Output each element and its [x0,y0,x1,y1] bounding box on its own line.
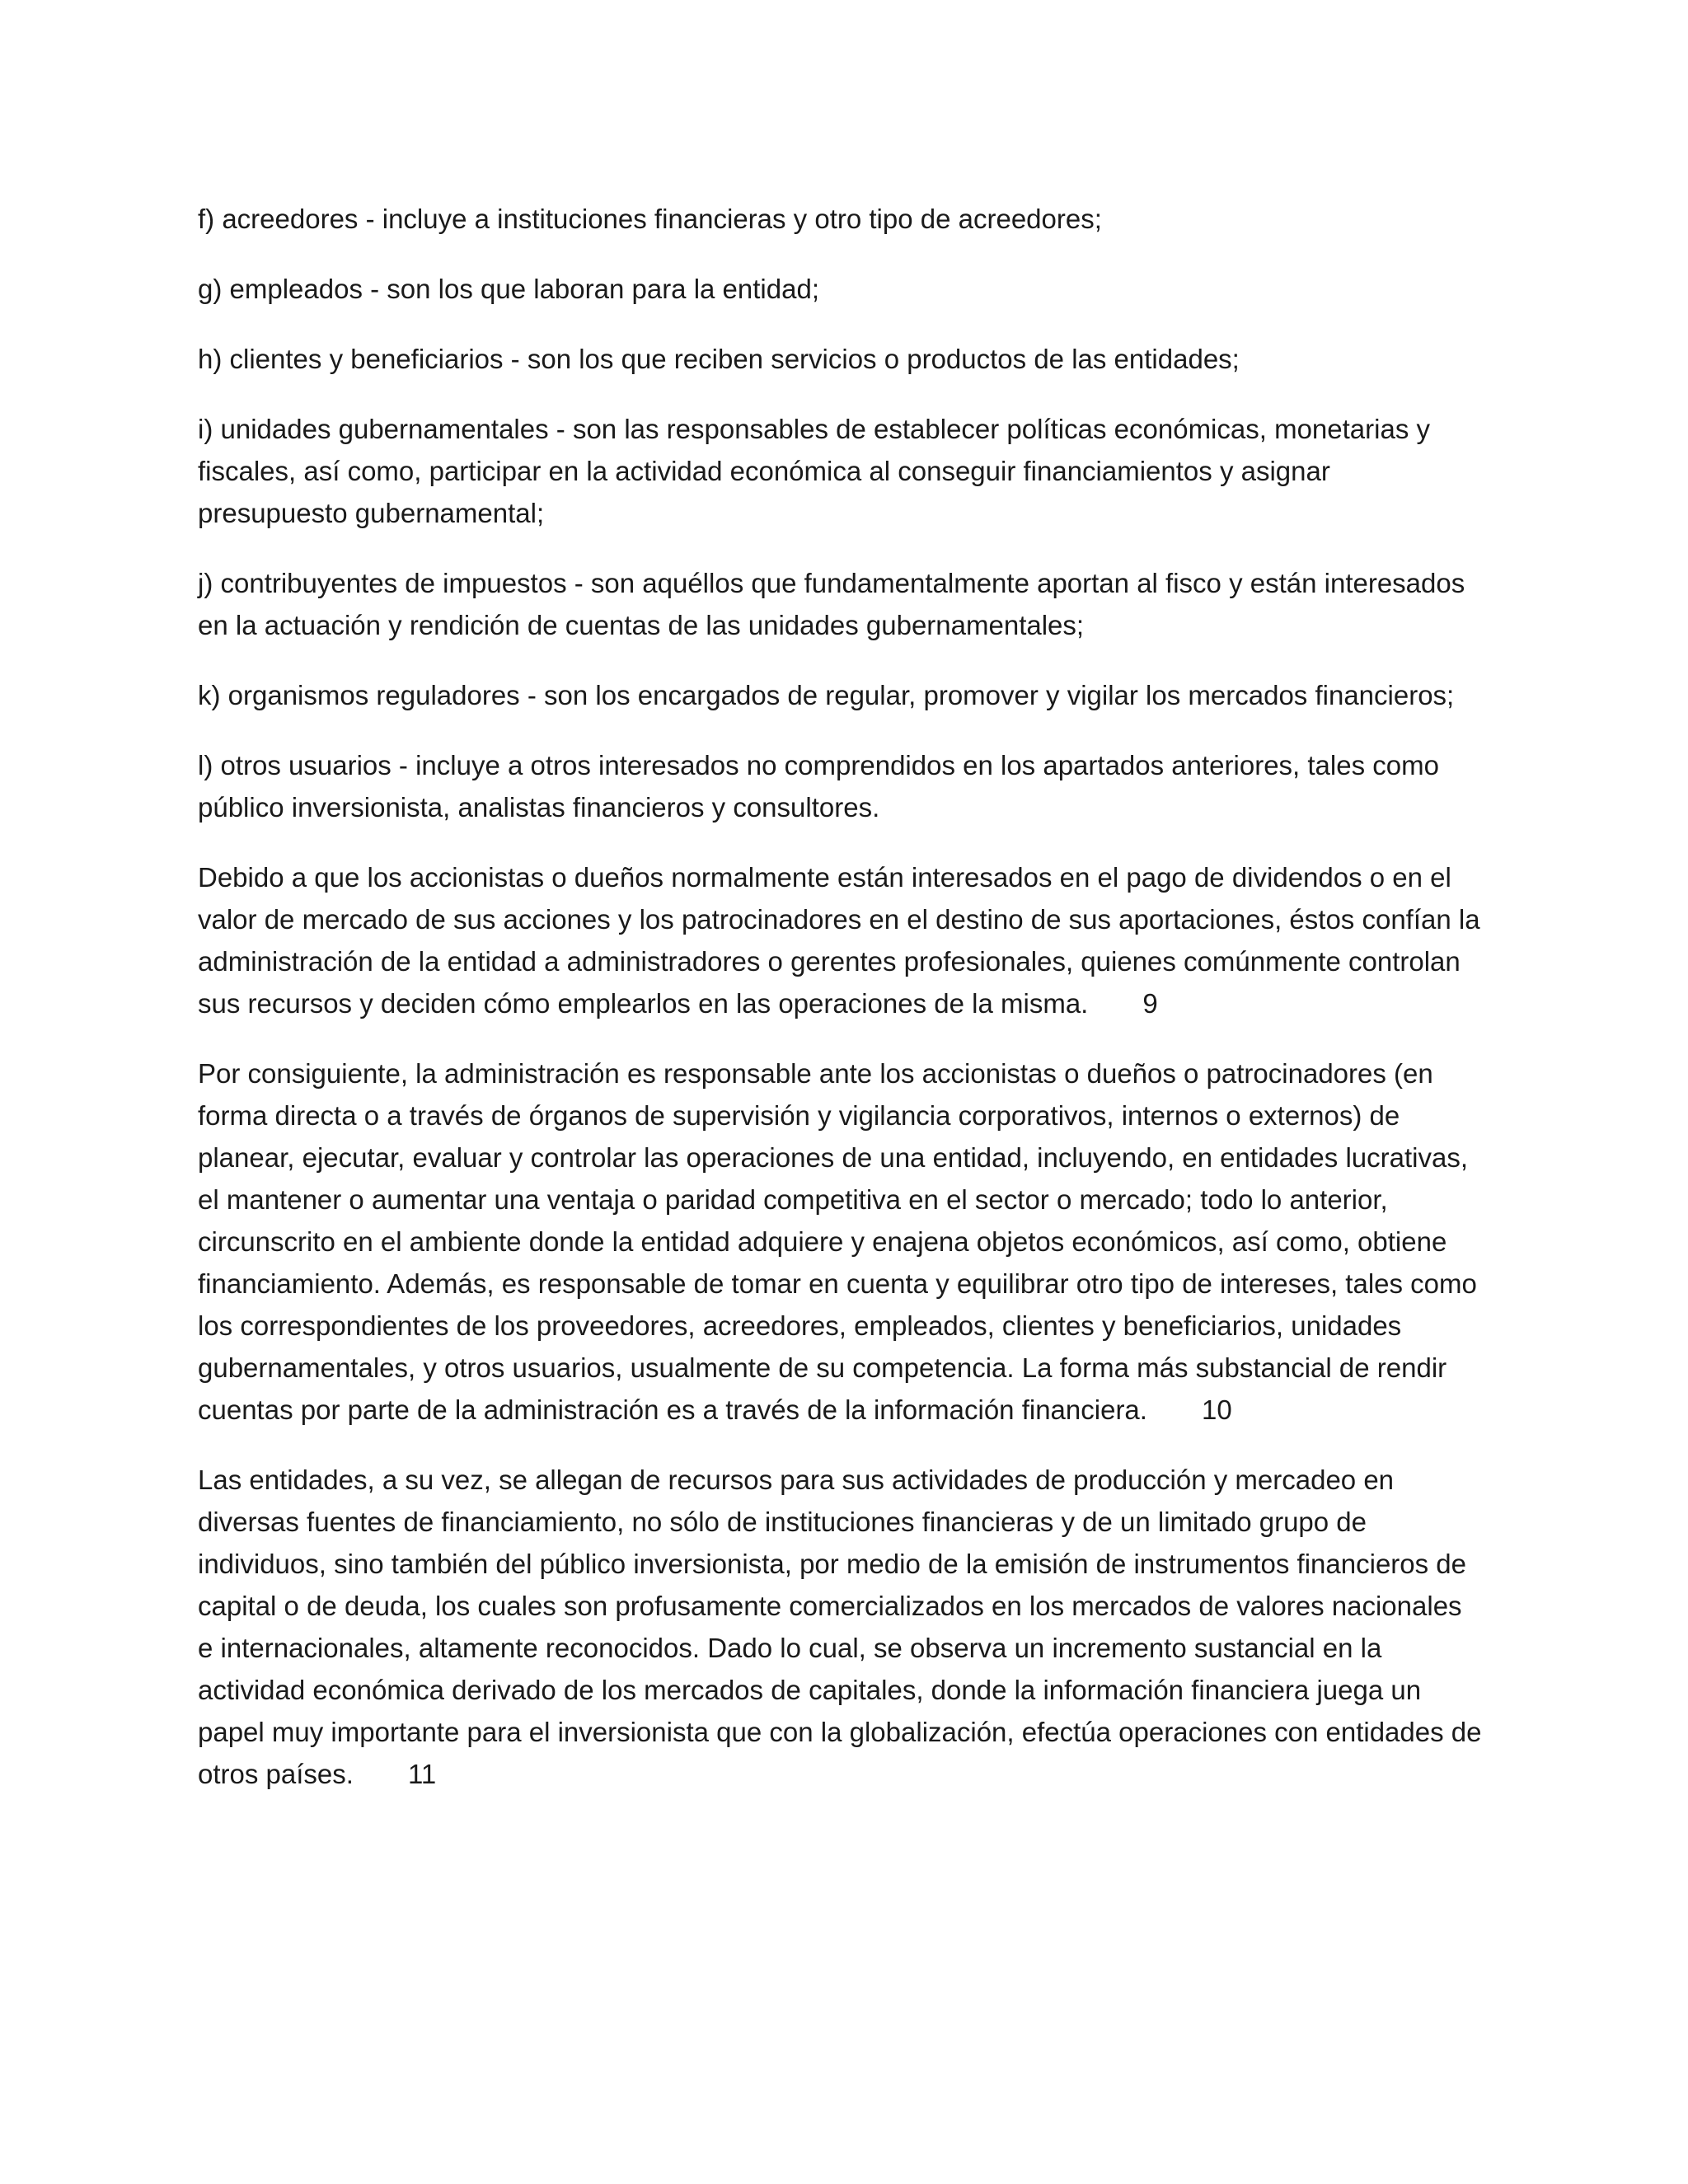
paragraph-text: Por consiguiente, la administración es responsable ante los accionistas o dueños o patrocinadores (en forma directa o a través de órganos de supervisión y vigilancia corporativos, internos o externos) de planear, ejecutar, evaluar y controlar las operaciones de una entidad, incluyendo, en entidades lucrativas, el mantener o aumentar una ventaja o paridad competitiva en el sector o mercado; todo lo anterior, circunscrito en el ambiente donde la entidad adquiere y enajena objetos económicos, así como, obtiene financiamiento. Además, es responsable de tomar en cuenta y equilibrar otro tipo de intereses, tales como los correspondientes de los proveedores, acreedores, empleados, clientes y beneficiarios, unidades gubernamentales, y otros usuarios, usualmente de su competencia. La forma más substancial de rendir cuentas por parte de la administración es a través de la información financiera. [198,1058,1477,1425]
list-item-i: i) unidades gubernamentales - son las responsables de establecer políticas económicas, monetarias y fiscales, así como, participar en la actividad económica al conseguir financiamientos y asignar presupuesto gubernamental; [198,414,1430,528]
list-item-j: j) contribuyentes de impuestos - son aquéllos que fundamentalmente aportan al fisco y están interesados en la actuación y rendición de cuentas de las unidades gubernamentales; [198,568,1465,640]
paragraph-number: 11 [407,1759,437,1789]
list-item-f: f) acreedores - incluye a instituciones financieras y otro tipo de acreedores; [198,204,1102,234]
list-item-l: l) otros usuarios - incluye a otros interesados no comprendidos en los apartados anteriores, tales como público inversionista, analistas financieros y consultores. [198,750,1439,823]
list-item-g: g) empleados - son los que laboran para la entidad; [198,274,819,304]
paragraph-9 [198,856,1484,1024]
paragraph-number: 9 [1142,988,1158,1019]
list-item-h: h) clientes y beneficiarios - son los que reciben servicios o productos de las entidades; [198,344,1240,374]
list-item-k: k) organismos reguladores - son los encargados de regular, promover y vigilar los mercados financieros; [198,680,1455,710]
document-body [198,198,1484,1823]
paragraph-10 [198,1052,1484,1431]
paragraph-number: 10 [1201,1394,1232,1425]
paragraph-11 [198,1459,1484,1795]
paragraph-text: Debido a que los accionistas o dueños normalmente están interesados en el pago de dividendos o en el valor de mercado de sus acciones y los patrocinadores en el destino de sus aportaciones, éstos confían la administración de la entidad a administradores o gerentes profesionales, quienes comúnmente controlan sus recursos y deciden cómo emplearlos en las operaciones de la misma. [198,862,1480,1019]
paragraph-text: Las entidades, a su vez, se allegan de recursos para sus actividades de producción y mercadeo en diversas fuentes de financiamiento, no sólo de instituciones financieras y de un limitado grupo de individuos, sino también del público inversionista, por medio de la emisión de instrumentos financieros de capital o de deuda, los cuales son profusamente comercializados en los mercados de valores nacionales e internacionales, altamente reconocidos. Dado lo cual, se observa un incremento sustancial en la actividad económica derivado de los mercados de capitales, donde la información financiera juega un papel muy importante para el inversionista que con la globalización, efectúa operaciones con entidades de otros países. [198,1465,1482,1789]
